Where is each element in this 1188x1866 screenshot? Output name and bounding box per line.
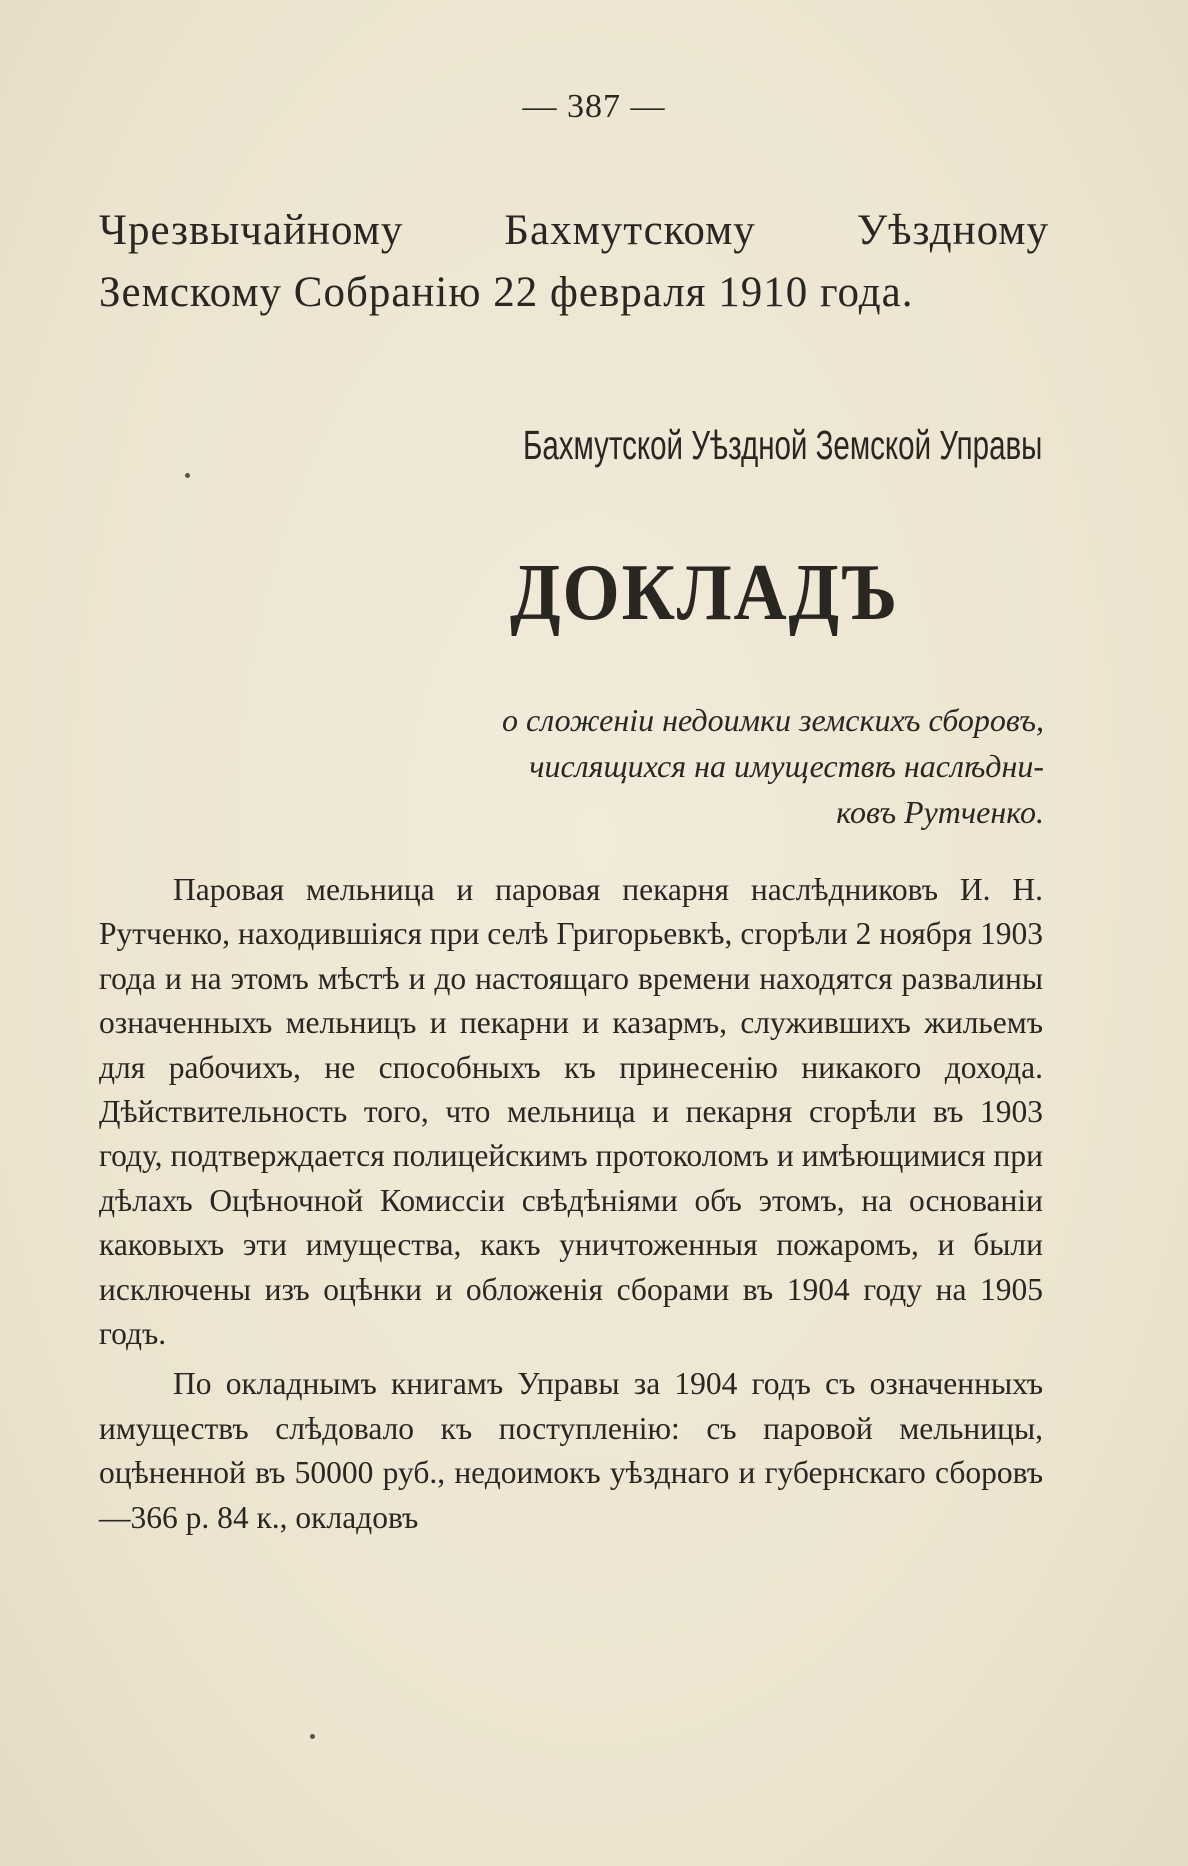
subtitle-line: ковъ Рутченко. [836, 794, 1044, 830]
paragraph: Паровая мельница и паровая пекарня наслѣдниковъ И. Н. Рутченко, находившіяся при селѣ Григорьевкѣ, сгорѣли 2 ноября 1903 года и на этомъ мѣстѣ и до настоящаго времени находятся развалины означенныхъ мельницъ и пекарни и казармъ, служившихъ жильемъ для рабочихъ, не способныхъ къ принесенію никакого дохода. Дѣйствительность того, что мельница и пекарня сгорѣли въ 1903 году, подтверждается полицейскимъ протоколомъ и имѣющимися при дѣлахъ Оцѣночной Комиссіи свѣдѣніями объ этомъ, на основаніи каковыхъ эти имущества, какъ уничтоженныя пожаромъ, и были исключены изъ оцѣнки и обложенія сборами въ 1904 году на 1905 годъ. [99, 872, 1043, 1352]
print-speck [310, 1734, 315, 1739]
addressee-heading: Чрезвычайному Бахмутскому Уѣздному Земскому Собранію 22 февраля 1910 года. [99, 207, 1049, 316]
subtitle-line: числящихся на имуществѣ наслѣдни- [529, 748, 1044, 784]
issuer-heading: Бахмутской Уѣздной Земской Управы [522, 422, 1042, 468]
paragraph: По окладнымъ книгамъ Управы за 1904 годъ съ означенныхъ имуществъ слѣдовало къ поступленію: съ паровой мельницы, оцѣненной въ 50000 руб., недоимокъ уѣзднаго и губернскаго сборовъ—366 р. 84 к., окладовъ [99, 1366, 1043, 1535]
subtitle-line: о сложеніи недоимки земскихъ сборовъ, [502, 702, 1044, 738]
document-title: ДОКЛАДЪ [510, 549, 900, 637]
document-subtitle [440, 697, 1044, 835]
body-text [99, 868, 1043, 1540]
page-number: — 387 — [522, 88, 666, 125]
print-speck [185, 473, 190, 478]
